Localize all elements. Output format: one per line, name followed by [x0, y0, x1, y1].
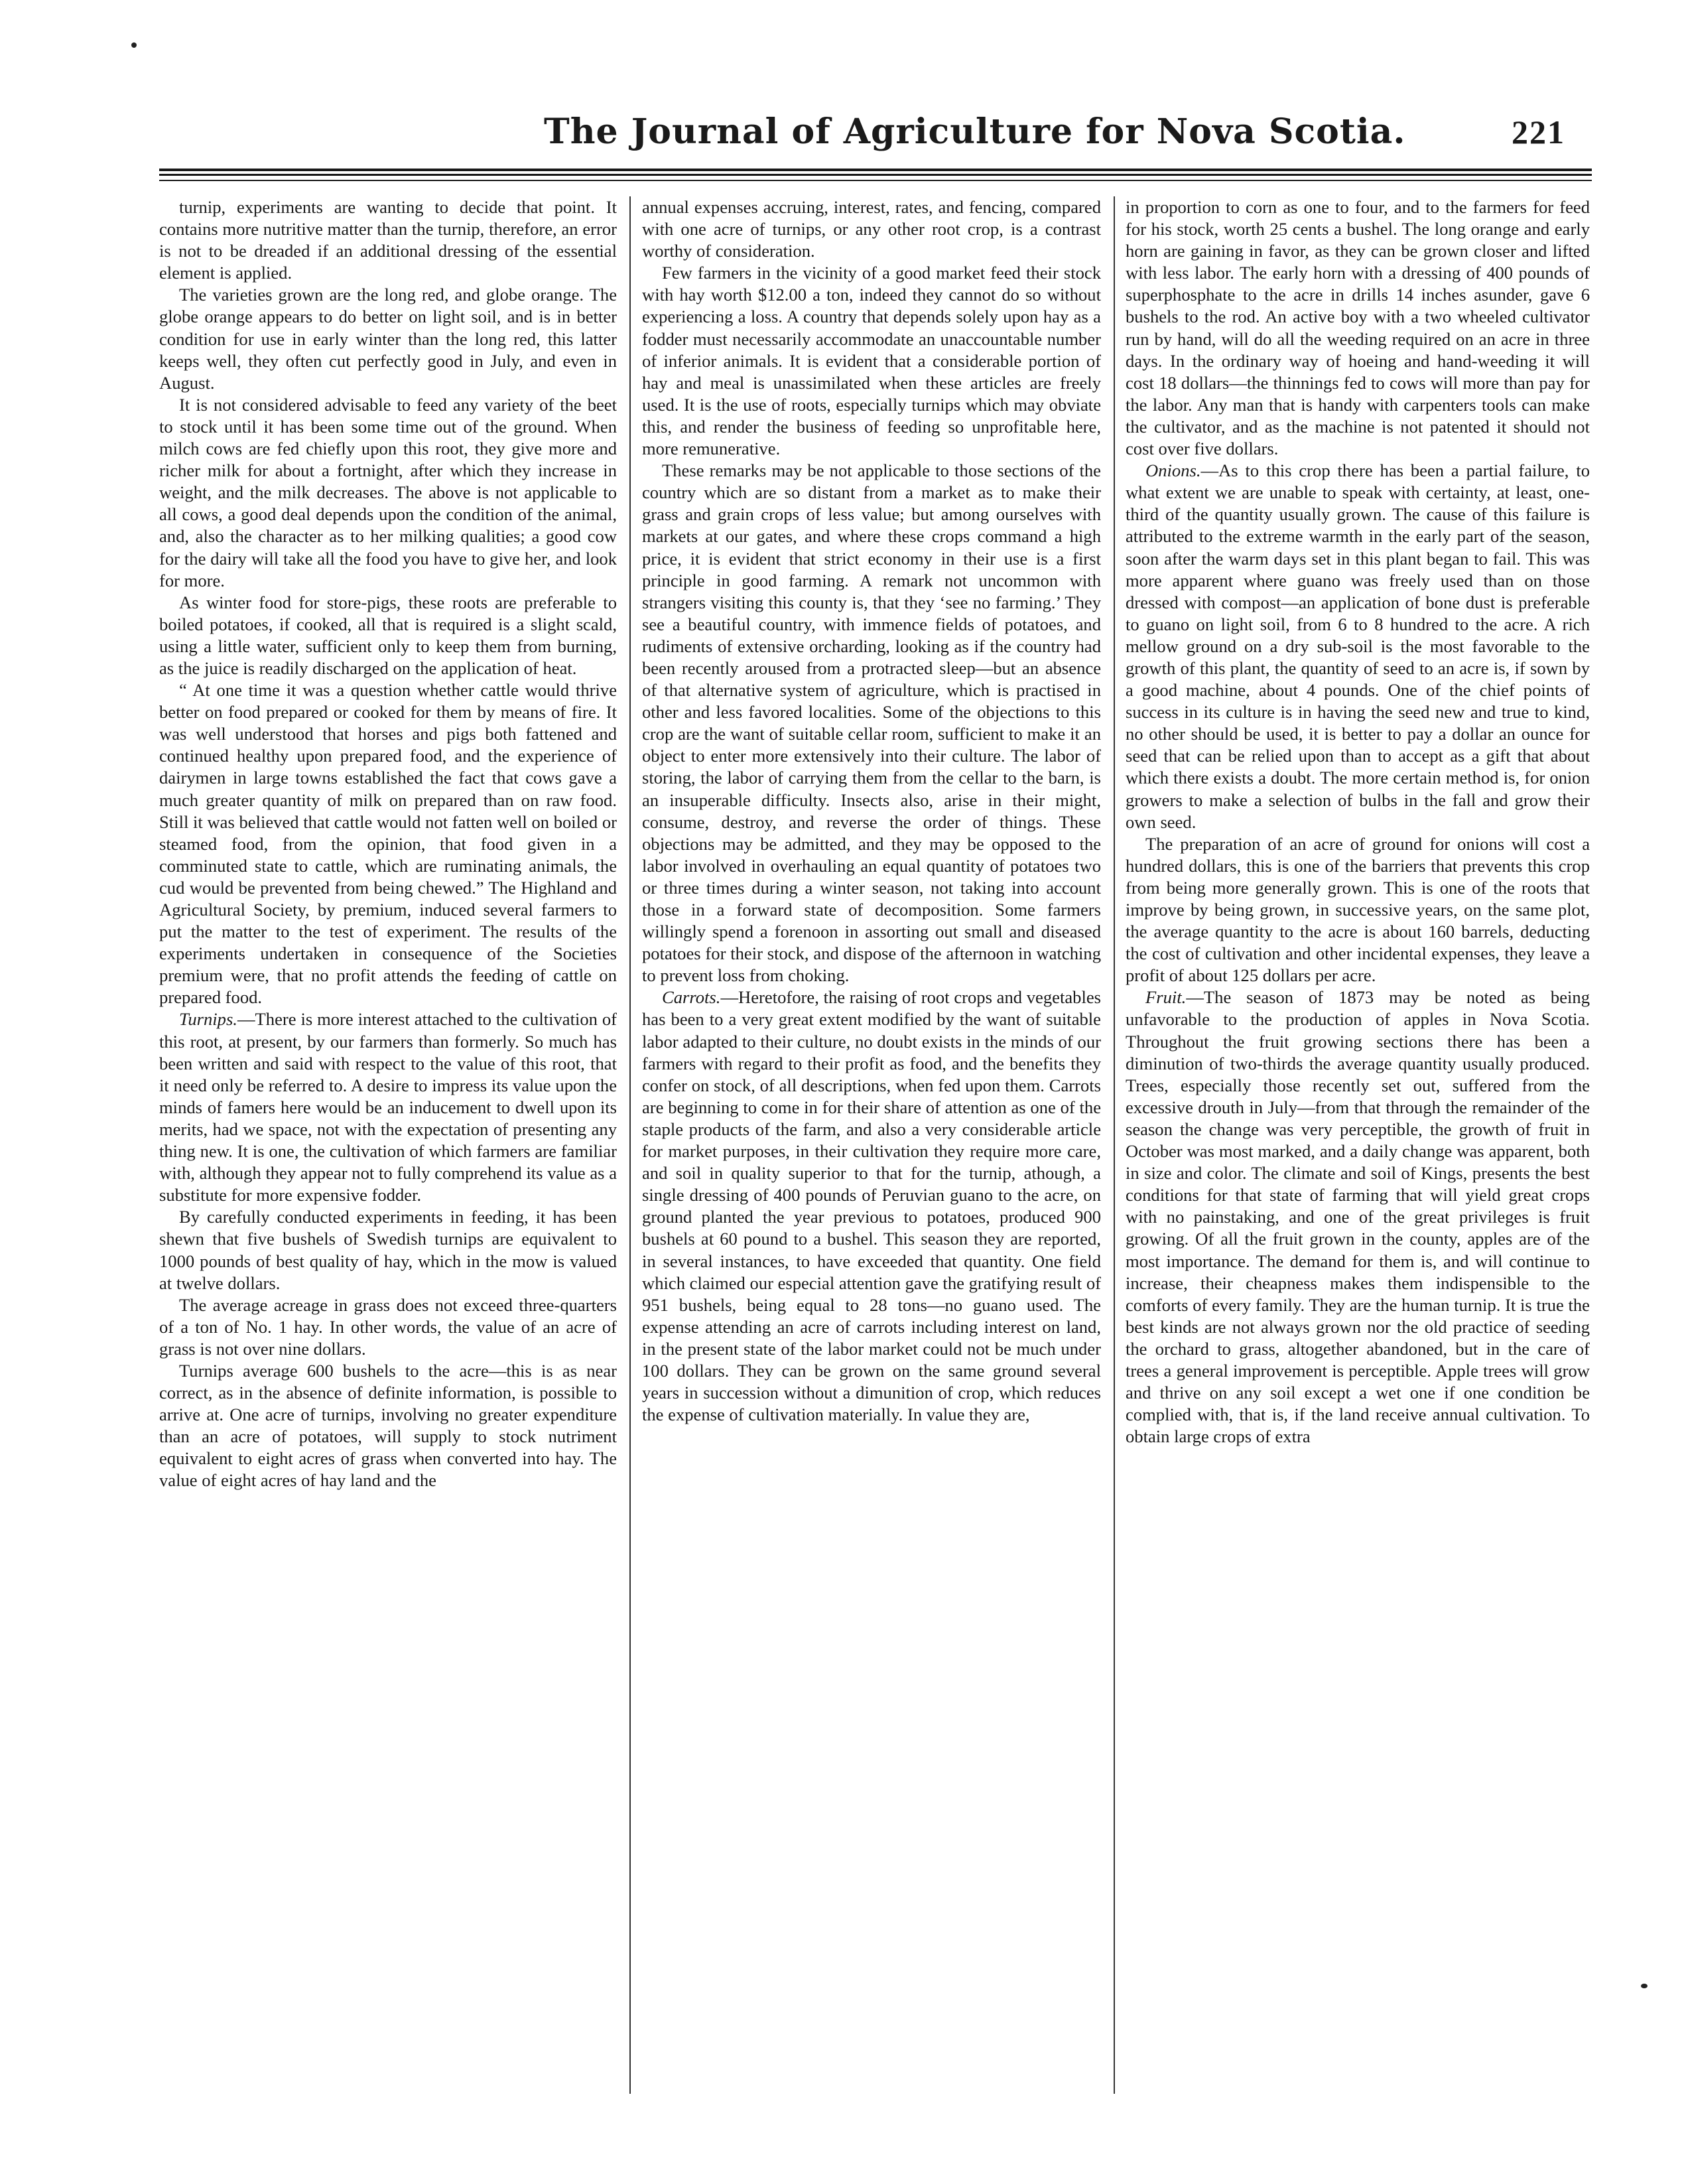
header-rule: [159, 180, 1592, 181]
section-lead: Onions.: [1145, 460, 1201, 481]
paragraph: [159, 1294, 617, 1360]
header-rule: [159, 174, 1592, 176]
paragraph-text: The average acreage in grass does not exceed three-quarters of a ton of No. 1 hay. In other words, the value of an acre of grass is not over nine dollars.: [159, 1294, 617, 1359]
paragraph-text: annual expenses accruing, interest, rates, and fencing, compared with one acre of turnips, or any other root crop, is a contrast worthy of consideration.: [642, 197, 1101, 261]
paragraph-text: Turnips average 600 bushels to the acre—this is as near correct, as in the absence of definite information, is possible to arrive at. One acre of turnips, involving no greater expenditure than an acre of potatoes, will supply to stock nutriment equivalent to eight acres of grass when converted into hay. The value of eight acres of hay land and the: [159, 1360, 617, 1491]
paragraph: [159, 1360, 617, 1492]
paragraph-text: “ At one time it was a question whether cattle would thrive better on food prepared or cooked for them by means of fire. It was well understood that horses and pigs both fattened and continued healthy upon prepared food, and the experience of dairymen in large towns established the fact that cows gave a much greater quantity of milk on prepared than on raw food. Still it was believed that cattle would not fatten well on boiled or steamed food, from the opinion, that food given in a comminuted state to cattle, which are ruminating animals, the cud would be prevented from being chewed.” The Highland and Agricultural Society, by premium, induced several farmers to put the matter to the test of experiment. The results of the experiments undertaken in consequence of the Societies premium were, that no profit attends the feeding of cattle on prepared food.: [159, 680, 617, 1008]
scan-speck: [131, 42, 137, 48]
paragraph: [642, 196, 1101, 262]
paragraph: [159, 1008, 617, 1206]
section-lead: Fruit.: [1145, 987, 1187, 1008]
paragraph: [1126, 460, 1590, 833]
scan-speck: [1641, 1984, 1648, 1988]
paragraph: [1126, 987, 1590, 1448]
paragraph: [642, 262, 1101, 460]
paragraph: [159, 679, 617, 1008]
paragraph: [159, 592, 617, 679]
paragraph: [642, 460, 1101, 987]
paragraph-text: —As to this crop there has been a partial failure, to what extent we are unable to speak with certainty, at least, one-third of the quantity usually grown. The cause of this failure is attributed to the extreme warmth in the early part of the season, soon after the warm days set in this plant began to fail. This was more apparent where guano was freely used than on those dressed with compost—an application of bone dust is preferable to guano on light soil, from 6 to 8 hundred to the acre. A rich mellow ground on a dry sub-soil is the most favorable to the growth of this plant, the quantity of seed to an acre is, if sown by a good machine, about 4 pounds. One of the chief points of success in its culture is in having the seed new and true to kind, no other should be used, it is better to pay a dollar an ounce for seed that can be relied upon than to accept as a gift that about which there exists a doubt. The more certain method is, for onion growers to make a selection of bulbs in the fall and grow their own seed.: [1126, 460, 1590, 832]
column-divider: [1114, 196, 1115, 2094]
paragraph-text: By carefully conducted experiments in feeding, it has been shewn that five bushels of Swedish turnips are equivalent to 1000 pounds of best quality of hay, which in the mow is valued at twelve dollars.: [159, 1207, 617, 1293]
paragraph: [159, 394, 617, 592]
paragraph-text: As winter food for store-pigs, these roots are preferable to boiled potatoes, if cooked, all that is required is a slight scald, using a little water, sufficient only to keep them from burning, as the juice is readily discharged on the application of heat.: [159, 592, 617, 678]
running-header: [159, 111, 1585, 158]
header-rule: [159, 169, 1592, 171]
text-column-3: [1126, 196, 1590, 2094]
paragraph: [159, 196, 617, 284]
paragraph-text: The preparation of an acre of ground for onions will cost a hundred dollars, this is one of the barriers that prevents this crop from being more generally grown. This is one of the roots that improve by being grown, in successive years, on the same plot, the average quantity to the acre is about 160 barrels, deducting the cost of cultivation and other incidental expenses, they leave a profit of about 125 dollars per acre.: [1126, 833, 1590, 986]
paragraph-text: in proportion to corn as one to four, and to the farmers for feed for his stock, worth 25 cents a bushel. The long orange and early horn are gaining in favor, as they can be grown closer and lifted with less labor. The early horn with a dressing of 400 pounds of superphosphate to the acre in drills 14 inches asunder, gave 6 bushels to the rod. An active boy with a two wheeled cultivator run by hand, will do all the weeding required on an acre in three days. In the ordinary way of hoeing and hand-weeding it will cost 18 dollars—the thinnings fed to cows will more than pay for the labor. Any man that is handy with carpenters tools can make the cultivator, and as the machine is not patented it should not cost over five dollars.: [1126, 197, 1590, 459]
paragraph: [1126, 196, 1590, 460]
column-divider: [629, 196, 631, 2094]
paragraph: [159, 1206, 617, 1294]
paragraph-text: —Heretofore, the raising of root crops and vegetables has been to a very great extent modified by the want of suitable labor adapted to their culture, no doubt exists in the minds of our farmers with regard to their profit as food, and the benefits they confer on stock, of all descriptions, when fed upon them. Carrots are beginning to come in for their share of attention as one of the staple products of the farm, and also a very considerable article for market purposes, in their cultivation they require more care, and soil in quality superior to that for the turnip, athough, a single dressing of 400 pounds of Peruvian guano to the acre, on ground planted the year previous to potatoes, produced 900 bushels at 60 pound to a bushel. This season they are reported, in several instances, to have exceeded that quantity. One field which claimed our especial attention gave the gratifying result of 951 bushels, being equal to 28 tons—no guano used. The expense attending an acre of carrots including interest on land, in the present state of the labor market could not be much under 100 dollars. They can be grown on the same ground several years in succession without a dimunition of crop, which reduces the expense of cultivation materially. In value they are,: [642, 987, 1101, 1425]
paragraph-text: —The season of 1873 may be noted as being unfavorable to the production of apples in Nova Scotia. Throughout the fruit growing sections there has been a diminution of two-thirds the average quantity usually produced. Trees, especially those recently set out, suffered from the excessive drouth in July—from that through the remainder of the season the change was very perceptible, the growth of fruit in October was most marked, and a daily change was apparent, both in size and color. The climate and soil of Kings, presents the best conditions for that state of farming that will yield great crops with no painstaking, and one of the great privileges is fruit growing. Of all the fruit grown in the county, apples are of the most importance. The demand for them is, and will continue to increase, their cheapness makes them indispensible to the comforts of every family. They are the human turnip. It is true the best kinds are not always grown nor the old practice of seeding the orchard to grass, altogether abandoned, but in the care of trees a general improvement is perceptible. Apple trees will grow and thrive on any soil except a wet one if one condition be complied with, that is, if the land receive annual cultivation. To obtain large crops of extra: [1126, 987, 1590, 1447]
paragraph-text: Few farmers in the vicinity of a good market feed their stock with hay worth $12.00 a ton, indeed they cannot do so without experiencing a loss. A country that depends solely upon hay as a fodder must necessarily accommodate an unaccountable number of inferior animals. It is evident that a considerable portion of hay and meal is unassimilated when these articles are freely used. It is the use of roots, especially turnips which may obviate this, and render the business of feeding so unprofitable here, more remunerative.: [642, 263, 1101, 459]
paragraph-text: —There is more interest attached to the cultivation of this root, at present, by our farmers than formerly. So much has been written and said with respect to the value of this root, that it need only be referred to. A desire to impress its value upon the minds of famers here would be an inducement to dwell upon its merits, had we space, not with the expectation of presenting any thing new. It is one, the cultivation of which farmers are familiar with, although they appear not to fully comprehend its value as a substitute for more expensive fodder.: [159, 1009, 617, 1205]
paragraph-text: The varieties grown are the long red, and globe orange. The globe orange appears to do better on light soil, and is in better condition for use in early winter than the long red, this latter keeps well, they often cut perfectly good in July, and even in August.: [159, 285, 617, 393]
paragraph: [1126, 833, 1590, 987]
text-column-1: [159, 196, 617, 2094]
section-lead: Carrots.: [662, 987, 721, 1008]
paragraph-text: turnip, experiments are wanting to decide that point. It contains more nutritive matter than the turnip, therefore, an error is not to be dreaded if an additional dressing of the essential element is applied.: [159, 197, 617, 283]
paragraph-text: It is not considered advisable to feed any variety of the beet to stock until it has been some time out of the ground. When milch cows are fed chiefly upon this root, they give more and richer milk for about a fortnight, after which they increase in weight, and the milk decreases. The above is not applicable to all cows, a good deal depends upon the condition of the animal, and, also the character as to her milking qualities; a good cow for the dairy will take all the food you have to give her, and look for more.: [159, 394, 617, 590]
paragraph: [159, 284, 617, 393]
paragraph-text: These remarks may be not applicable to those sections of the country which are so distant from a market as to make their grass and grain crops of less value; but among ourselves with markets at our gates, and where these crops command a high price, it is evident that strict economy in their use is a first principle in good farming. A remark not uncommon with strangers visiting this county is, that they ‘see no farming.’ They see a beautiful country, with immence fields of potatoes, and rudiments of extensive orcharding, looking as if the country had been recently aroused from a protracted sleep—but an absence of that alternative system of agriculture, which is practised in other and less favored localities. Some of the objections to this crop are the want of suitable cellar room, sufficient to make it an object to enter more extensively into their culture. The labor of storing, the labor of carrying them from the cellar to the barn, is an insuperable difficulty. Insects also, arise in their might, consume, destroy, and reverse the order of things. These objections may be admitted, and they may be opposed to the labor involved in overhauling an equal quantity of potatoes two or three times during a winter season, not taking into account those in a forward state of decomposition. Some farmers willingly spend a forenoon in assorting out small and diseased potatoes for their stock, and dispose of the afternoon in watching to prevent loss from choking.: [642, 460, 1101, 986]
page-number: 221: [1512, 113, 1565, 151]
section-lead: Turnips.: [179, 1009, 237, 1030]
paragraph: [642, 987, 1101, 1426]
text-column-2: [642, 196, 1101, 2094]
journal-title: The Journal of Agriculture for Nova Scotia.: [544, 111, 1406, 152]
